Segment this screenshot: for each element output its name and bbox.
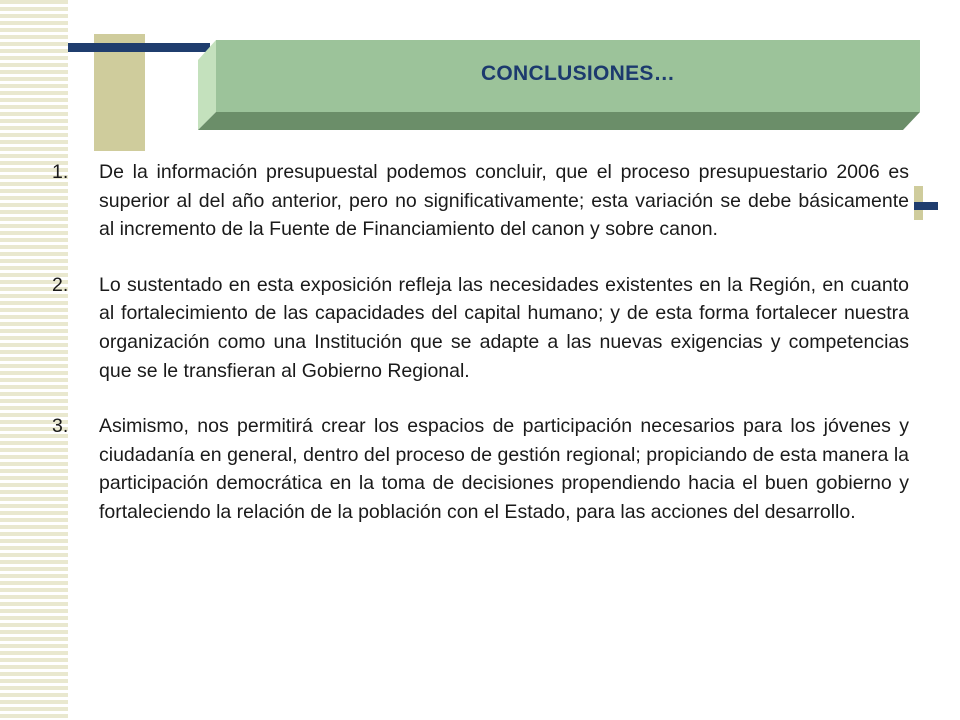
conclusions-list (52, 158, 909, 554)
right-navy-accent (914, 202, 938, 210)
list-item (52, 412, 909, 526)
slide-title: CONCLUSIONES… (480, 62, 676, 85)
list-item (52, 271, 909, 385)
item-text: Asimismo, nos permitirá crear los espacios de participación necesarios para los jóvenes y ciudadanía en general, dentro del proceso de gestión regional; propiciando de esta manera la participación democrática en la toma de decisiones propendiendo hacia el buen gobierno y fortaleciendo la relación de la población con el Estado, para las acciones del desarrollo. (99, 415, 909, 523)
navy-accent-line (68, 43, 210, 52)
item-text: Lo sustentado en esta exposición refleja las necesidades existentes en la Región, en cuanto al fortalecimiento de las capacidades del capital humano; y de esta forma fortalecer nuestra organización como una Institución que se adapte a las nuevas exigencias y competencias que se le transfieran al Gobierno Regional. (99, 273, 909, 382)
list-item (52, 158, 909, 244)
item-text: De la información presupuestal podemos concluir, que el proceso presupuestario 2006 es superior al del año anterior, pero no significativamente; esta variación se debe básicamente al incremento de la Fuente de Financiamiento del canon y sobre canon. (99, 161, 909, 241)
item-number: 2. (52, 273, 69, 296)
item-number: 3. (52, 415, 69, 438)
title-banner (198, 40, 920, 130)
item-number: 1. (52, 161, 69, 183)
